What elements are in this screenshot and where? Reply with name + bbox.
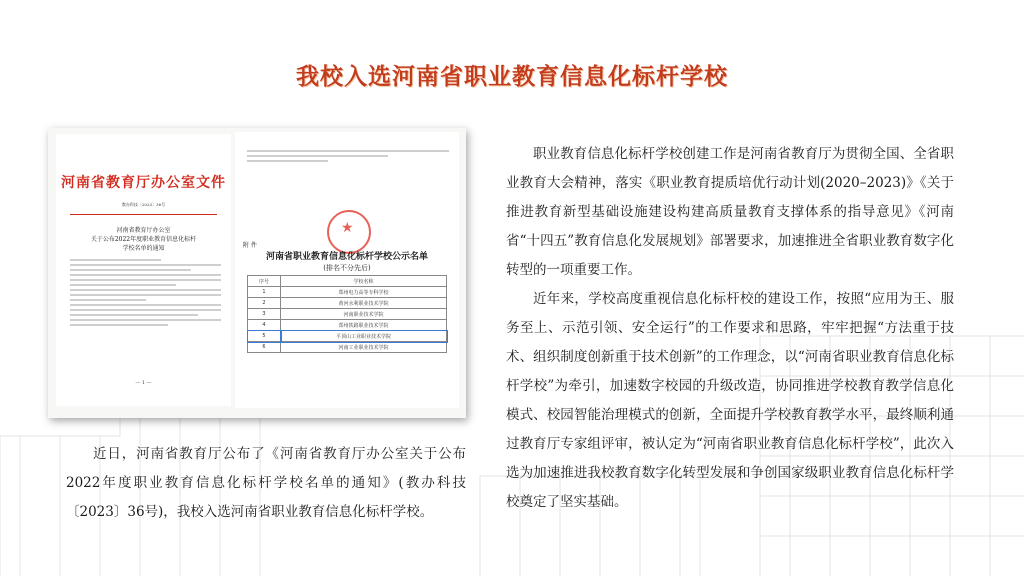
cell-name: 平顶山工业职业技术学院 xyxy=(281,331,447,342)
table-row xyxy=(248,298,447,309)
red-divider xyxy=(70,214,217,215)
column-header: 学校名称 xyxy=(281,276,447,287)
column-header: 序号 xyxy=(248,276,281,287)
table-row xyxy=(248,287,447,298)
cell-name: 黄河水利职业技术学院 xyxy=(281,298,447,309)
cell-no: 3 xyxy=(248,309,281,320)
cell-name: 河南工业职业技术学院 xyxy=(281,342,447,353)
notice-line: 河南省教育厅办公室 xyxy=(116,227,171,234)
paragraph: 近年来，学校高度重视信息化标杆校的建设工作，按照“应用为王、服务至上、示范引领、安全运行”的工作要求和思路，牢牢把握“方法重于技术、组织制度创新重于技术创新”的工作理念，以“河南省职业教育信息化标杆学校”为牵引，加速数字校园的升级改造，协同推进学校教育教学信息化模式、校园智能治理模式的创新，全面提升学校教育教学水平，最终顺利通过教育厅专家组评审，被认定为“河南省职业教育信息化标杆学校”，此次入选为加速推进我校教育数字化转型发展和争创国家级职业教育信息化标杆学校奠定了坚实基础。 xyxy=(506,291,954,510)
page-title: 我校入选河南省职业教育信息化标杆学校 xyxy=(296,64,728,90)
document-page-right xyxy=(235,132,459,408)
cell-no: 6 xyxy=(248,342,281,353)
notice-line: 学校名单的通知 xyxy=(122,245,165,252)
official-seal-icon xyxy=(327,210,371,254)
table-row xyxy=(248,342,447,353)
notice-line: 关于公布2022年度职业教育信息化标杆 xyxy=(90,236,197,243)
cell-name: 河南职业技术学院 xyxy=(281,309,447,320)
cell-no: 1 xyxy=(248,287,281,298)
document-header: 河南省教育厅办公室文件 xyxy=(61,175,226,191)
cell-no: 4 xyxy=(248,320,281,331)
document-page-left xyxy=(56,134,231,406)
document-notice-title xyxy=(56,226,231,253)
right-article-text xyxy=(506,140,954,517)
table-header-row xyxy=(248,276,447,287)
school-list-table xyxy=(247,275,447,353)
document-number: 教办科技〔2023〕36号 xyxy=(121,202,166,207)
attachment-label: 附 件 xyxy=(243,242,257,249)
document-photo xyxy=(48,128,466,418)
cell-no: 2 xyxy=(248,298,281,309)
paragraph: 近日，河南省教育厅公布了《河南省教育厅办公室关于公布2022年度职业教育信息化标杆学校名单的通知》(教办科技〔2023〕36号)，我校入选河南省职业教育信息化标杆学校。 xyxy=(66,446,466,520)
list-subtitle: (排名不分先后) xyxy=(323,264,371,272)
cell-name: 郑州铁路职业技术学院 xyxy=(281,320,447,331)
table-row xyxy=(248,320,447,331)
table-row-highlighted xyxy=(248,331,447,342)
left-article-text xyxy=(66,440,466,527)
cell-name: 郑州电力高等专科学校 xyxy=(281,287,447,298)
page-number: — 1 — xyxy=(135,380,152,386)
list-title: 河南省职业教育信息化标杆学校公示名单 xyxy=(265,252,428,262)
document-body-text xyxy=(70,259,221,329)
table-row xyxy=(248,309,447,320)
document-body-text xyxy=(247,150,449,165)
cell-no: 5 xyxy=(248,331,281,342)
paragraph: 职业教育信息化标杆学校创建工作是河南省教育厅为贯彻全国、全省职业教育大会精神，落实《职业教育提质培优行动计划(2020–2023)》《关于推进教育新型基础设施建设构建高质量教育支撑体系的指导意见》《河南省“十四五”教育信息化发展规划》部署要求，加速推进全省职业教育数字化转型的一项重要工作。 xyxy=(506,146,954,278)
